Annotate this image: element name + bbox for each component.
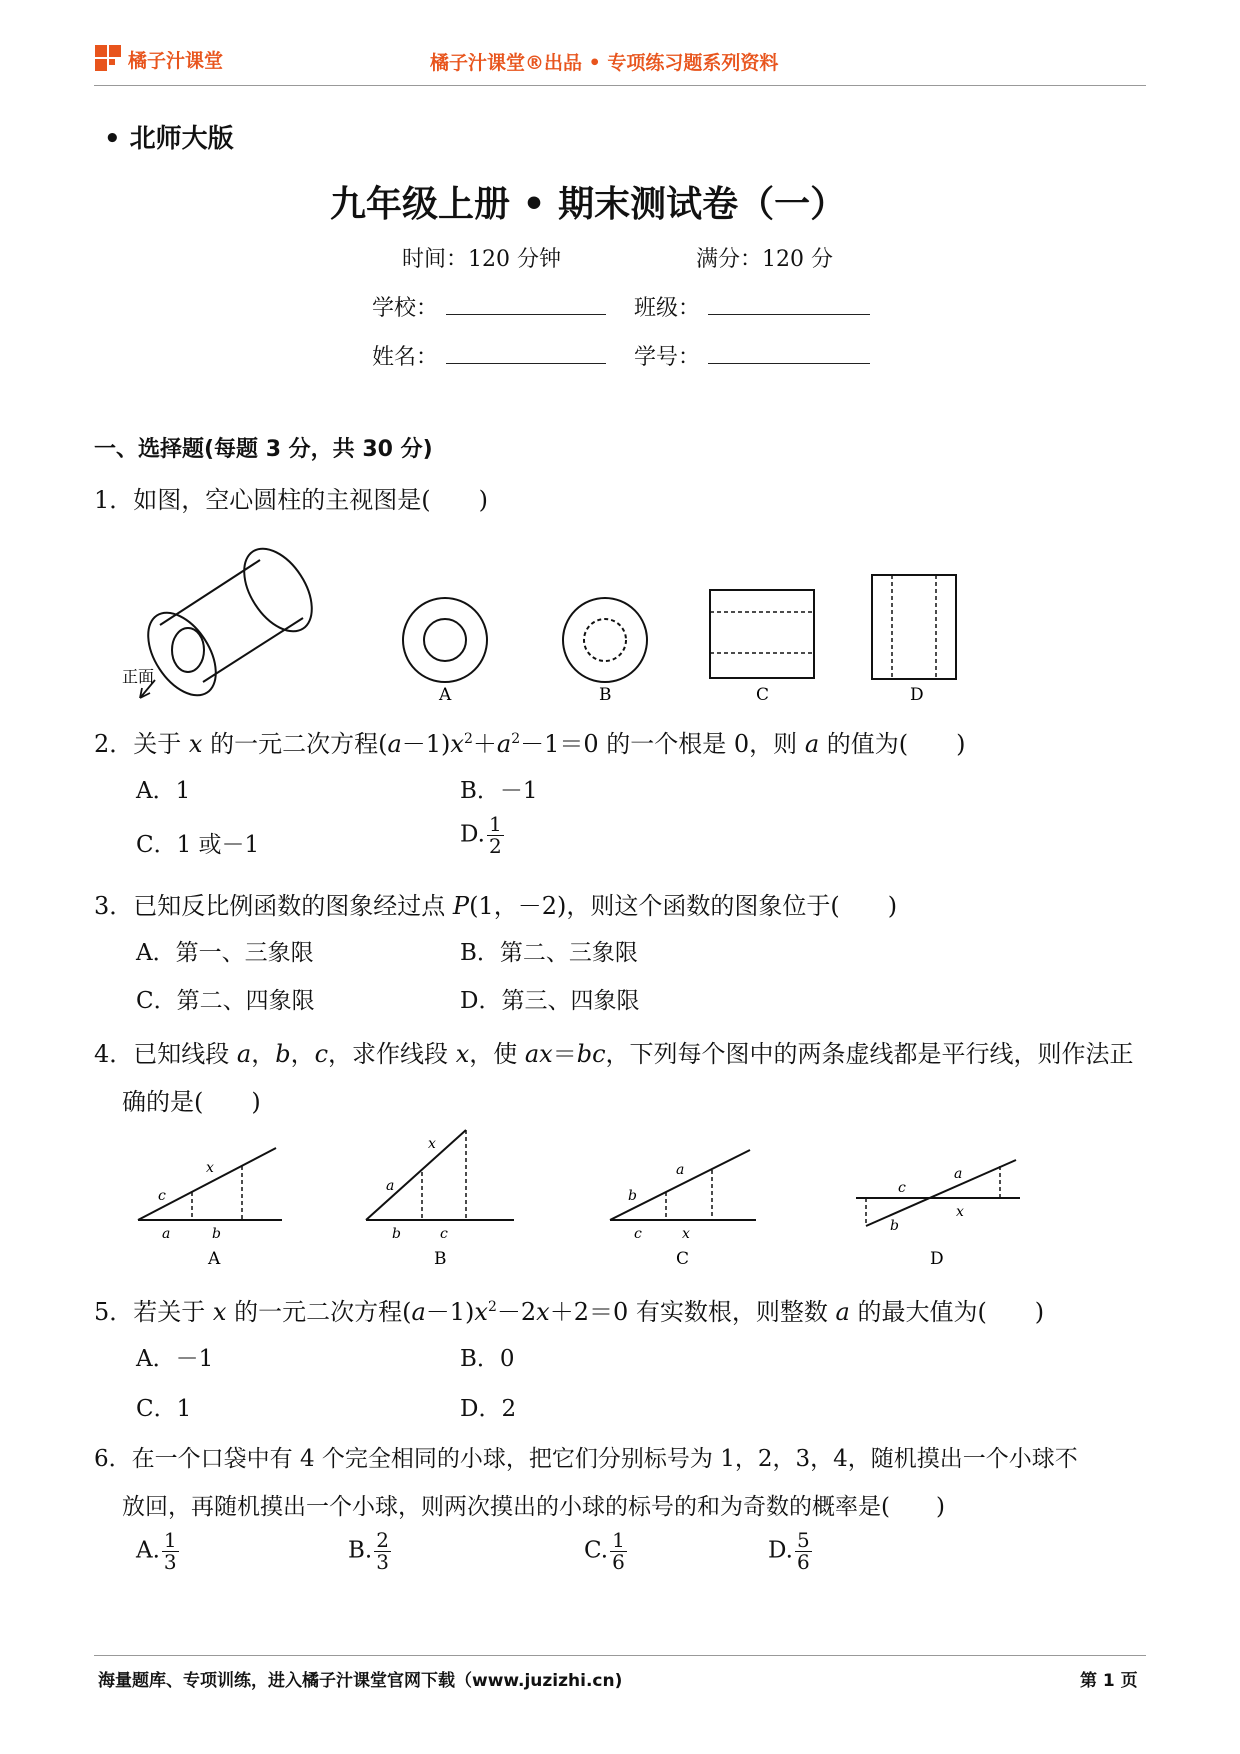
section-heading: 一、选择题(每题 3 分，共 30 分) bbox=[94, 437, 433, 462]
svg-text:b: b bbox=[890, 1218, 899, 1234]
q5-option-c[interactable]: C．1 bbox=[136, 1396, 192, 1422]
q4-label-D: D bbox=[930, 1249, 944, 1269]
q4-label-B: B bbox=[434, 1249, 447, 1269]
question-5: 5．若关于 x 的一元二次方程$(a-1)x^2-2x+2=0$ 有实数根，则整数 a 的最大值为( ) bbox=[94, 1298, 1045, 1326]
header-divider bbox=[94, 85, 1146, 86]
q5-option-a[interactable]: A．－1 bbox=[136, 1346, 214, 1372]
q2-option-d[interactable]: D. $\frac{1}{2}$ bbox=[460, 812, 502, 858]
name-field[interactable] bbox=[446, 339, 606, 364]
question-2: 2．关于 x 的一元二次方程$(a-1)x^2+a^2-1=0$ 的一个根是 0，则 a 的值为( ) bbox=[94, 730, 966, 758]
q6-option-d[interactable]: D. $\frac{5}{6}$ bbox=[768, 1528, 810, 1574]
q3-option-d[interactable]: D．第三、四象限 bbox=[460, 988, 640, 1014]
svg-text:x: x bbox=[428, 1136, 436, 1152]
svg-text:a: a bbox=[954, 1166, 963, 1182]
q4-figure-D bbox=[856, 1160, 1020, 1226]
svg-text:b: b bbox=[392, 1226, 401, 1242]
question-4: 4．已知线段 a，b，c，求作线段 x，使 ax＝bc，下列每个图中的两条虚线都是平行线，则作法正 bbox=[94, 1040, 1134, 1068]
q4-figure-B bbox=[366, 1130, 514, 1220]
question-6: 6．在一个口袋中有 4 个完全相同的小球，把它们分别标号为 1，2，3，4，随机摸出一个小球不 bbox=[94, 1446, 1078, 1472]
id-field[interactable] bbox=[708, 339, 870, 364]
q6-option-c[interactable]: C. $\frac{1}{6}$ bbox=[584, 1528, 625, 1574]
svg-text:c: c bbox=[634, 1226, 642, 1242]
q6-option-b[interactable]: B. $\frac{2}{3}$ bbox=[348, 1528, 389, 1574]
fig-label-B: B bbox=[599, 685, 612, 700]
orange-logo-icon bbox=[94, 44, 124, 74]
class-label: 班级： bbox=[634, 296, 701, 321]
q3-option-b[interactable]: B．第二、三象限 bbox=[460, 940, 638, 966]
footer-text: 海量题库、专项训练，进入橘子汁课堂官网下载（www.juzizhi.cn) bbox=[98, 1671, 623, 1691]
edition-label: • 北师大版 bbox=[104, 124, 234, 154]
fig-label-C: C bbox=[756, 685, 770, 700]
svg-text:x: x bbox=[682, 1226, 690, 1242]
svg-text:a: a bbox=[386, 1178, 395, 1194]
question-4-line2: 确的是( ) bbox=[122, 1088, 261, 1116]
fig-label-D: D bbox=[910, 685, 924, 700]
page-number: 第 1 页 bbox=[1080, 1671, 1138, 1691]
name-label: 姓名： bbox=[372, 345, 439, 370]
figure-C bbox=[710, 590, 814, 678]
svg-text:c: c bbox=[898, 1180, 906, 1196]
svg-text:x: x bbox=[956, 1204, 964, 1220]
q4-label-A: A bbox=[208, 1249, 221, 1269]
exam-title: 九年级上册 • 期末测试卷（一） bbox=[330, 184, 847, 225]
header-title: 橘子汁课堂®出品 • 专项练习题系列资料 bbox=[430, 52, 779, 74]
q3-option-c[interactable]: C．第二、四象限 bbox=[136, 988, 315, 1014]
q5-option-d[interactable]: D．2 bbox=[460, 1396, 517, 1422]
q2-option-c[interactable]: C．1 或－1 bbox=[136, 832, 260, 858]
exam-time: 时间：120 分钟 bbox=[402, 247, 561, 272]
school-field[interactable] bbox=[446, 290, 606, 315]
q4-figure-A bbox=[138, 1148, 282, 1220]
svg-text:a: a bbox=[162, 1226, 171, 1242]
school-label: 学校： bbox=[372, 296, 439, 321]
question-6-line2: 放回，再随机摸出一个小球，则两次摸出的小球的标号的和为奇数的概率是( ) bbox=[122, 1494, 945, 1520]
question-3: 3．已知反比例函数的图象经过点 P(1，－2)，则这个函数的图象位于( ) bbox=[94, 892, 898, 920]
q4-label-C: C bbox=[676, 1249, 690, 1269]
question-1: 1．如图，空心圆柱的主视图是( ) bbox=[94, 486, 488, 514]
exam-full-score: 满分：120 分 bbox=[696, 247, 833, 272]
svg-text:b: b bbox=[628, 1188, 637, 1204]
q5-option-b[interactable]: B．0 bbox=[460, 1346, 515, 1372]
hollow-cylinder-figure bbox=[134, 537, 325, 700]
svg-text:c: c bbox=[158, 1188, 166, 1204]
svg-text:a: a bbox=[676, 1162, 685, 1178]
class-field[interactable] bbox=[708, 290, 870, 315]
q3-option-a[interactable]: A．第一、三象限 bbox=[136, 940, 314, 966]
q4-figure-C bbox=[610, 1150, 756, 1220]
q1-figures bbox=[110, 520, 990, 700]
svg-text:b: b bbox=[212, 1226, 221, 1242]
front-label: 正面 bbox=[122, 667, 155, 686]
q6-option-a[interactable]: A. $\frac{1}{3}$ bbox=[136, 1528, 177, 1574]
q2-option-a[interactable]: A．1 bbox=[136, 778, 191, 804]
svg-text:c: c bbox=[440, 1226, 448, 1242]
logo-text: 橘子汁课堂 bbox=[128, 50, 224, 72]
q2-option-b[interactable]: B．－1 bbox=[460, 778, 538, 804]
id-label: 学号： bbox=[634, 345, 701, 370]
svg-text:x: x bbox=[206, 1160, 214, 1176]
figure-D bbox=[872, 575, 956, 679]
q4-figures bbox=[120, 1120, 1040, 1270]
footer-divider bbox=[94, 1655, 1146, 1656]
figure-A bbox=[403, 598, 487, 682]
figure-B bbox=[563, 598, 647, 682]
fig-label-A: A bbox=[439, 685, 452, 700]
